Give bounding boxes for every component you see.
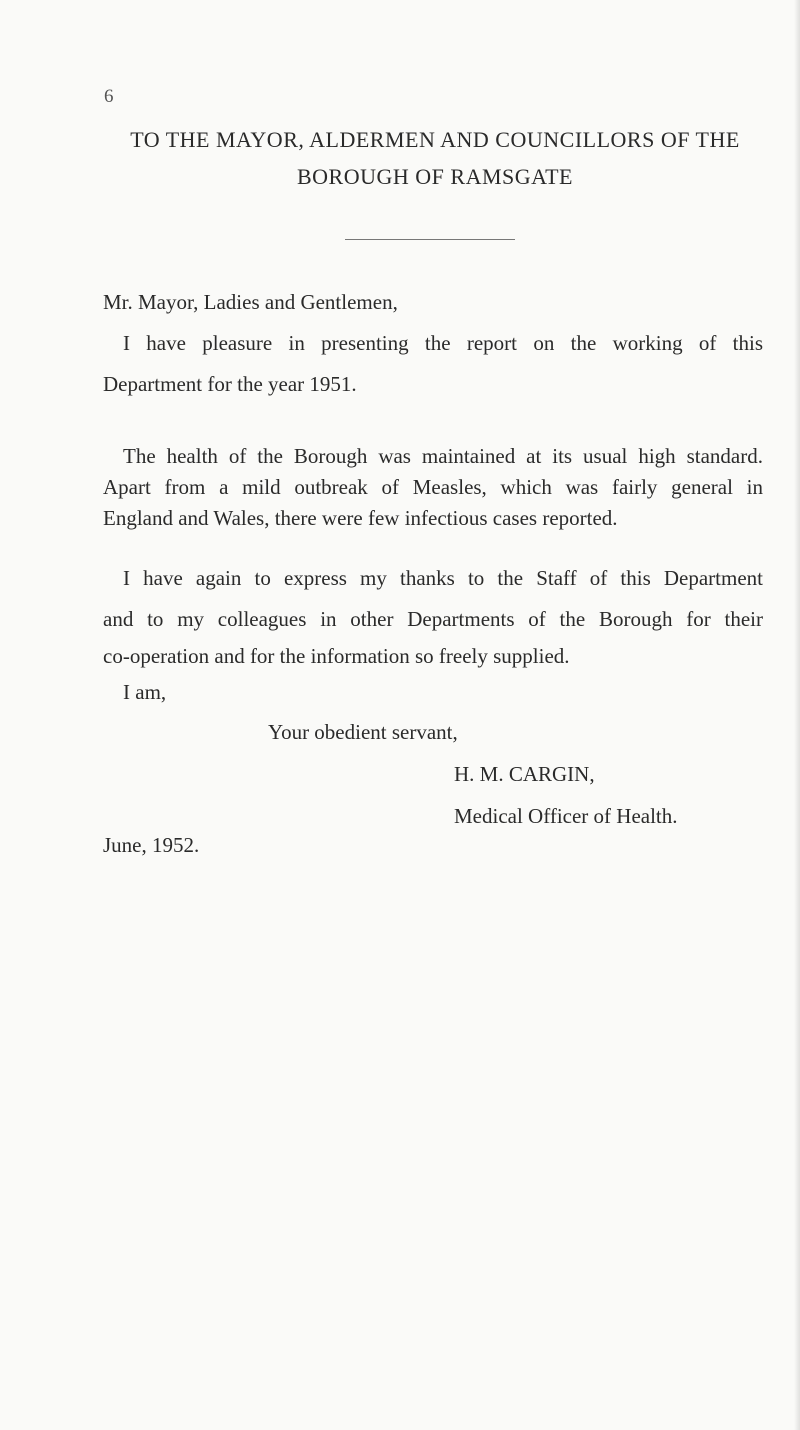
heading-line-1: TO THE MAYOR, ALDERMEN AND COUNCILLORS OF THE xyxy=(130,127,740,152)
paragraph-1-line-2: Department for the year 1951. xyxy=(103,372,357,396)
letter-date: June, 1952. xyxy=(103,833,200,857)
closing-line-2: Your obedient servant, xyxy=(268,720,458,744)
paragraph-2-line-2: Apart from a mild outbreak of Measles, which was fairly general in xyxy=(103,475,763,499)
paragraph-3-line-1: I have again to express my thanks to the Staff of this Department xyxy=(123,566,763,590)
closing-line-1: I am, xyxy=(123,680,167,704)
paragraph-2-line-1: The health of the Borough was maintained at its usual high standard. xyxy=(123,444,763,468)
paragraph-2-line-3: England and Wales, there were few infectious cases reported. xyxy=(103,506,618,530)
page-number: 6 xyxy=(104,86,114,107)
signer-title: Medical Officer of Health. xyxy=(454,804,678,828)
paragraph-3-line-2: and to my colleagues in other Departments of the Borough for their xyxy=(103,607,763,631)
paragraph-3-line-3: co-operation and for the information so freely supplied. xyxy=(103,644,570,668)
signer-name: H. M. CARGIN, xyxy=(454,762,595,786)
salutation: Mr. Mayor, Ladies and Gentlemen, xyxy=(103,290,398,314)
heading-divider xyxy=(345,239,515,240)
page-edge-shadow xyxy=(794,0,800,1430)
paragraph-1-line-1: I have pleasure in presenting the report on the working of this xyxy=(123,331,763,355)
heading-line-2: BOROUGH OF RAMSGATE xyxy=(297,164,573,189)
